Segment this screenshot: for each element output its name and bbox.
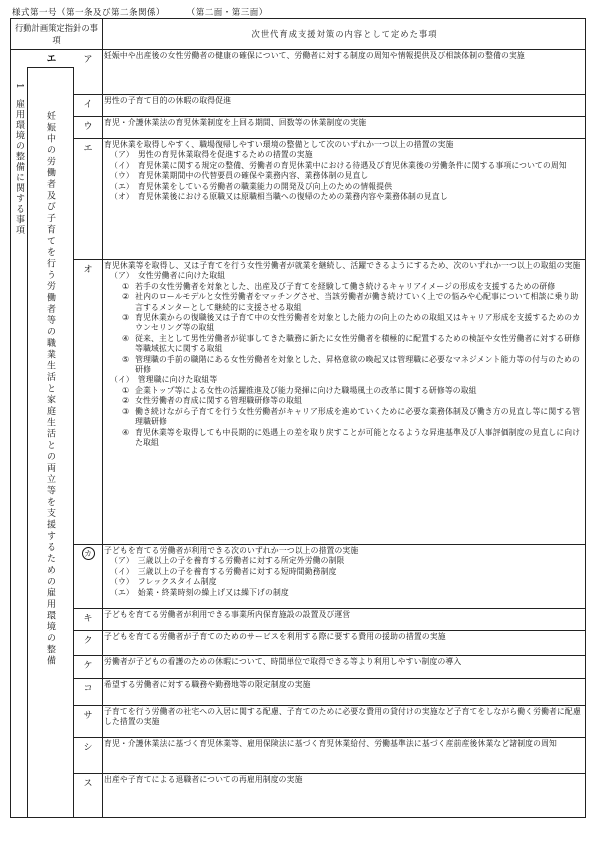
row-content [104, 118, 582, 128]
row-text: 育児休業を取得しやすく、職場復帰しやすい環境の整備として次のいずれか一つ以上の措置の実施 [104, 140, 454, 149]
subitem-number: （イ） [110, 566, 134, 576]
subitem-text: 三歳以上の子を養育する労働者に対する所定外労働の制限 [137, 556, 345, 566]
subitem-text: 育児休業に関する規定の整備、労働者の育児休業中における待遇及び育児休業後の労働条件に関する事項についての周知 [137, 160, 567, 170]
row-content [104, 261, 582, 448]
group-title: 妊娠中の労働者及び子育てを行う労働者等の職業生活と家庭生活との両立等を支援するための雇用環境の整備 [45, 111, 55, 668]
row-text: 子どもを育てる労働者が利用できる次のいずれか一つ以上の措置の実施 [104, 546, 359, 555]
row-divider [73, 705, 585, 706]
subitem-number: ③ [122, 313, 130, 323]
subitem-number: （イ） [110, 375, 134, 385]
row-content [104, 680, 582, 690]
row-content [104, 96, 582, 106]
row-text: 男性の子育て目的の休暇の取得促進 [104, 96, 232, 105]
row-subitem [104, 577, 582, 587]
row-mark [74, 681, 102, 694]
row-mark [74, 119, 102, 132]
subitem-number: （エ） [110, 587, 134, 597]
row-subitem [104, 375, 582, 385]
row-mark [74, 52, 102, 65]
subitem-text: 三歳以上の子を養育する労働者に対する短時間勤務制度 [137, 566, 337, 576]
header-divider [11, 49, 585, 50]
subitem-text: 若手の女性労働者を対象とした、出産及び子育てを経験して働き続けるキャリアイメージの形成を支援するための研修 [135, 281, 556, 291]
row-subitem [104, 171, 582, 181]
row-text: 子育てを行う労働者の社宅への入居に関する配慮、子育てのために必要な費用の貸付けの実施など子育てをしながら働く労働者に配慮した措置の実施 [104, 707, 581, 727]
subitem-text: 社内のロールモデルと女性労働者をマッチングさせ、当該労働者が働き続けていく上での悩みや心配事について相談に乗り助言するメンターとして継続的に支援させる取組 [135, 292, 579, 312]
row-mark-label: エ [83, 144, 93, 154]
subitem-number: （オ） [110, 192, 134, 202]
row-content [104, 657, 582, 667]
subitem-number: （ウ） [110, 171, 134, 181]
subitem-number: ② [122, 396, 130, 406]
subitem-text: フレックスタイム制度 [137, 577, 217, 587]
row-divider [73, 737, 585, 738]
row-divider [73, 630, 585, 631]
row-mark-label: ア [83, 55, 93, 65]
row-divider [73, 138, 585, 139]
row-content [104, 51, 582, 61]
row-divider [73, 655, 585, 656]
row-mark [74, 547, 102, 560]
form-header [12, 6, 268, 18]
subitem-number: ⑤ [122, 354, 130, 364]
row-mark [74, 658, 102, 671]
row-text: 労働者が子どもの看護のための休暇について、時間単位で取得できる等より利用しやすい制度の導入 [104, 657, 462, 666]
subitem-text: 育児休業からの復職後又は子育て中の女性労働者を対象とした能力の向上のための取組又はキャリア形成を支援するためのカウンセリング等の取組 [135, 313, 581, 333]
subitem-number: （ア） [110, 150, 134, 160]
row-subitem [104, 150, 582, 160]
col-divider [27, 67, 28, 817]
row-mark [74, 708, 102, 721]
subitem-text: 働き続けながら子育てを行う女性労働者がキャリア形成を進めていくために必要な業務体制及び働き方の見直し等に関する管理職研修 [135, 406, 581, 427]
group-divider [27, 67, 73, 68]
row-text: 育児・介護休業法に基づく育児休業等、雇用保険法に基づく育児休業給付、労働基準法に基づく産前産後休業など諸制度の周知 [104, 739, 557, 748]
measures-table [10, 18, 586, 818]
row-subitem [104, 271, 582, 281]
row-text: 子どもを育てる労働者が利用できる事業所内保育施設の設置及び運営 [104, 610, 351, 619]
row-text: 希望する労働者に対する職務や勤務地等の限定制度の実施 [104, 680, 311, 689]
row-divider [73, 678, 585, 679]
row-mark-label: ケ [83, 661, 93, 671]
row-divider [73, 773, 585, 774]
section-title: 雇用環境の整備に関する事項 [14, 99, 24, 236]
subitem-text: 育児休業をしている労働者の職業能力の開発及び向上のための情報提供 [137, 181, 393, 191]
row-divider [73, 259, 585, 260]
subitem-number: ④ [122, 427, 130, 437]
row-subitem [104, 192, 582, 202]
row-mark-label: イ [83, 100, 93, 110]
row-text: 出産や子育てによる退職者についての再雇用制度の実施 [104, 775, 303, 784]
subitem-number: （ア） [110, 556, 134, 566]
row-subitem [104, 396, 582, 406]
row-divider [73, 544, 585, 545]
row-content [104, 775, 582, 785]
row-mark-label: コ [83, 684, 93, 694]
subitem-text: 女性労働者の育成に関する管理職研修等の取組 [135, 396, 303, 406]
row-subitem [104, 161, 582, 171]
subitem-number: ④ [122, 333, 130, 343]
row-mark [74, 97, 102, 110]
subitem-number: ① [122, 385, 130, 395]
row-mark-label: ウ [83, 122, 93, 132]
row-subitem [104, 556, 582, 566]
row-mark-label: サ [83, 711, 93, 721]
row-subitem [104, 313, 582, 334]
row-mark-label: ス [83, 779, 93, 789]
row-text: 育児・介護休業法の育児休業制度を上回る期間、回数等の休業制度の実施 [104, 118, 367, 127]
row-mark-label: ク [83, 636, 93, 646]
row-subitem [104, 182, 582, 192]
row-mark [74, 611, 102, 624]
subitem-text: 管理職の手前の職階にある女性労働者を対象とした、昇格意欲の喚起又は管理職に必要なマネジメント能力等の付与のための研修 [135, 354, 580, 375]
col2-header: 次世代育成支援対策の内容として定めた事項 [251, 29, 438, 39]
subitem-number: （ア） [110, 271, 134, 281]
row-divider [73, 608, 585, 609]
row-subitem [104, 386, 582, 396]
row-mark-label: オ [83, 265, 93, 275]
row-content [104, 546, 582, 598]
row-mark-label: シ [83, 743, 93, 753]
subitem-text: 女性労働者に向けた取組 [137, 271, 226, 281]
row-divider [73, 94, 585, 95]
row-text: 育児休業等を取得し、又は子育てを行う女性労働者が就業を継続し、活躍できるようにするため、次のいずれか一つ以上の取組の実施 [104, 261, 581, 270]
row-mark [74, 776, 102, 789]
subitem-text: 育児休業等を取得しても中長期的に処遇上の差を取り戻すことが可能となるような昇進基準及び人事評価制度の見直しに向けた取組 [135, 427, 581, 447]
subitem-number: ③ [122, 406, 130, 416]
row-subitem [104, 588, 582, 598]
row-mark [74, 141, 102, 154]
subitem-text: 育児休業後における原職又は原職相当職への復帰のための業務内容や業務体制の見直し [137, 192, 448, 202]
subitem-text: 管理職に向けた取組等 [137, 375, 218, 385]
subitem-text: 育児休業期間中の代替要員の確保や業務内容、業務体制の見直し [137, 171, 369, 181]
form-title: 様式第一号（第一条及び第二条関係） [12, 8, 166, 18]
subitem-number: （イ） [110, 160, 134, 170]
row-content [104, 140, 582, 202]
row-subitem [104, 407, 582, 428]
row-subitem [104, 282, 582, 292]
row-mark [74, 262, 102, 275]
subitem-number: ① [122, 281, 130, 291]
subitem-number: （エ） [110, 181, 134, 191]
subitem-text: 企業トップ等による女性の活躍推進及び能力発揮に向けた職場風土の改革に関する研修等の取組 [135, 385, 477, 395]
section-number: 1 [14, 83, 24, 91]
row-divider [73, 116, 585, 117]
row-subitem [104, 292, 582, 313]
row-mark-label: キ [83, 614, 93, 624]
row-mark [74, 633, 102, 646]
row-subitem [104, 355, 582, 376]
row-content [104, 632, 582, 642]
group-letter: エ [44, 53, 55, 65]
page-label: （第二面・第三面） [191, 8, 268, 18]
row-mark [74, 740, 102, 753]
row-subitem [104, 428, 582, 449]
row-text: 妊娠中や出産後の女性労働者の健康の確保について、労働者に対する制度の周知や情報提供及び相談体制の整備の実施 [104, 51, 525, 60]
row-subitem [104, 567, 582, 577]
subitem-number: （ウ） [110, 577, 134, 587]
subitem-text: 始業・終業時刻の繰上げ又は繰下げの制度 [137, 587, 289, 597]
row-mark-label: カ [82, 547, 95, 560]
row-content [104, 610, 582, 620]
subitem-text: 男性の育児休業取得を促進するための措置の実施 [137, 150, 313, 160]
subitem-number: ② [122, 292, 130, 302]
row-content [104, 739, 582, 749]
col1-header: 行動計画策定指針の事項 [15, 23, 98, 45]
subitem-text: 従来、主として男性労働者が従事してきた職務に新たに女性労働者を積極的に配置するための検証や女性労働者に対する研修等職域拡大に関する取組 [135, 333, 581, 354]
row-subitem [104, 334, 582, 355]
row-content [104, 707, 582, 728]
row-text: 子どもを育てる労働者が子育てのためのサービスを利用する際に要する費用の援助の措置の実施 [104, 632, 446, 641]
